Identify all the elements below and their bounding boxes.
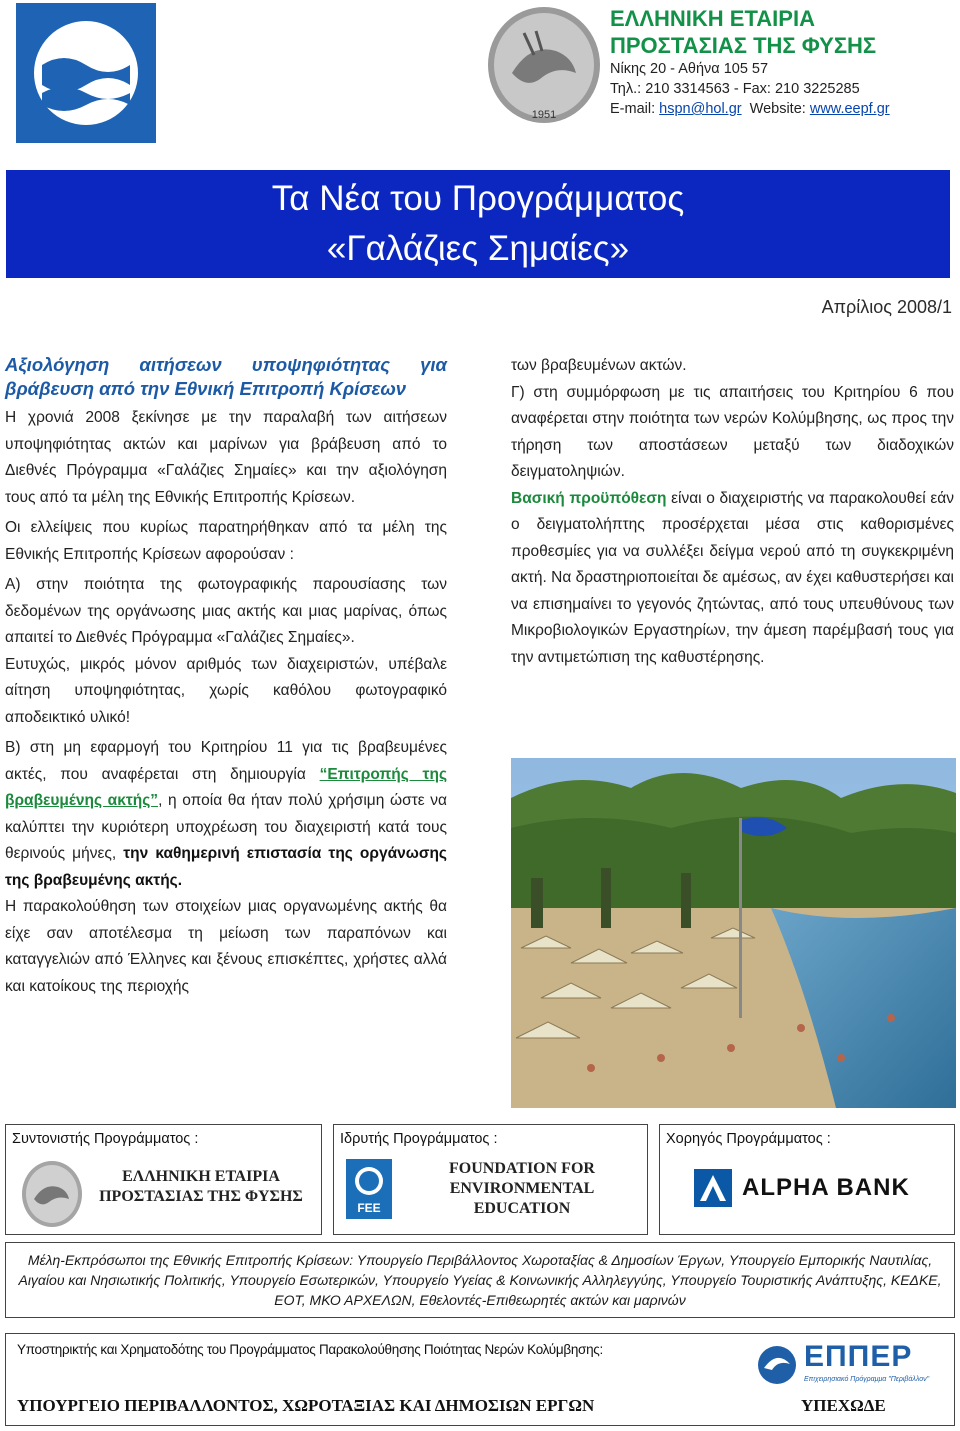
paragraph-continued: των βραβευμένων ακτών. bbox=[511, 357, 687, 374]
left-column bbox=[5, 353, 447, 1000]
point-b-text-cont: , η οποία θα ήταν πολύ χρήσιμη ώστε να καλύπτει την κυριότερη υποχρέωση του διαχειριστή κατά τους θερινούς μήνες, bbox=[5, 792, 448, 862]
fee-logo-icon bbox=[346, 1159, 392, 1219]
prerequisite-text: είναι ο διαχειριστής να παρακολουθεί εάν ο δειγματολήπτης προσέρχεται μέσα στις καθορισμένες προθεσμίες για να συλλέξει δείγμα νερού από τη συγκεκριμένη ακτή. Να δραστηριοποιείται δε αμέσως, αν έχει καθυστερήσει και να επισημαίνει το γεγονός ζητώντας, από τους υπευθύνους των Μικροβιολογικών Εργαστηρίων, την άμεση παρέμβασή τους για την αντιμετώπιση της καθυστέρησης. bbox=[511, 489, 954, 666]
issue-date: Απρίλιος 2008/1 bbox=[821, 297, 952, 317]
ministry-name: ΥΠΟΥΡΓΕΙΟ ΠΕΡΙΒΑΛΛΟΝΤΟΣ, ΧΩΡΟΤΑΞΙΑΣ ΚΑΙ ΔΗΜΟΣΙΩΝ ΕΡΓΩΝ bbox=[17, 1396, 595, 1415]
coordinator-name: ΕΛΛΗΝΙΚΗ ΕΤΑΙΡΙΑ ΠΡΟΣΤΑΣΙΑΣ ΤΗΣ ΦΥΣΗΣ bbox=[99, 1168, 303, 1205]
org-phone: Τηλ.: 210 3314563 - Fax: 210 3225285 bbox=[610, 81, 860, 97]
org-contact-line bbox=[610, 99, 955, 119]
paragraph-point-b bbox=[5, 735, 447, 894]
sponsor-label: Χορηγός Προγράμματος : bbox=[666, 1131, 831, 1147]
paragraph-fortunately: Ευτυχώς, μικρός μόνον αριθμός των διαχειριστών, υπέβαλε αίτηση υποψηφιότητας, χωρίς καθόλου φωτογραφικό αποδεικτικό υλικό! bbox=[5, 655, 447, 726]
paragraph-intro: Η χρονιά 2008 ξεκίνησε με την παραλαβή των αιτήσεων υποψηφιότητας ακτών και μαρίνων για βράβευση από το Διεθνές Πρόγραμμα «Γαλάζιες Σημαίες» και την αξιολόγηση τους από τα μέλη της Εθνικής Επιτροπής Κρίσεων. bbox=[5, 409, 447, 506]
paragraph-monitoring: Η παρακολούθηση των στοιχείων μιας οργανωμένης ακτής θα είχε σαν αποτέλεσμα τη μείωση των παραπόνων και καταγγελιών από Έλληνες και ξένους επισκέπτες, χρήστες αλλά και κατοίκους της περιοχής bbox=[5, 898, 447, 995]
seal-year: 1951 bbox=[531, 109, 557, 121]
society-seal-small-icon bbox=[20, 1159, 84, 1229]
sponsor-box bbox=[659, 1124, 955, 1235]
founder-name: FOUNDATION FOR ENVIRONMENTAL EDUCATION bbox=[449, 1160, 595, 1217]
paragraph-prerequisite bbox=[511, 486, 954, 672]
banner-title-line2: «Γαλάζιες Σημαίες» bbox=[326, 229, 630, 268]
right-column bbox=[511, 353, 954, 671]
prerequisite-highlight: Βασική προϋπόθεση bbox=[511, 489, 667, 507]
blue-flag-wave-icon bbox=[16, 3, 156, 143]
email-link[interactable]: hspn@hol.gr bbox=[659, 101, 742, 117]
founder-label: Ιδρυτής Προγράμματος : bbox=[340, 1131, 498, 1147]
beach-photo bbox=[511, 758, 956, 1108]
blue-flag-logo bbox=[16, 3, 156, 143]
website-label: Website: bbox=[749, 101, 806, 117]
fee-logo-text: FEE bbox=[357, 1201, 381, 1215]
eppep-logo bbox=[756, 1340, 946, 1390]
alpha-bank-logo-icon bbox=[694, 1169, 732, 1207]
funder-label: Υποστηρικτής και Χρηματοδότης του Προγράμματος Παρακολούθησης Ποιότητας Νερών Κολύμβησης: bbox=[17, 1342, 603, 1357]
org-title-line1: ΕΛΛΗΝΙΚΗ ΕΤΑΙΡΙΑ bbox=[610, 6, 815, 31]
eppep-logo-text: ΕΠΠΕΡ bbox=[804, 1340, 913, 1373]
newsletter-banner bbox=[6, 170, 950, 278]
org-address: Νίκης 20 - Αθήνα 105 57 bbox=[610, 61, 769, 77]
paragraph-deficiencies: Οι ελλείψεις που κυρίως παρατηρήθηκαν από τα μέλη της Εθνικής Επιτροπής Κρίσεων αφορούσαν : bbox=[5, 519, 447, 563]
section-heading: Αξιολόγηση αιτήσεων υποψηφιότητας για βράβευση από την Εθνική Επιτροπή Κρίσεων bbox=[5, 354, 447, 399]
committee-members-box bbox=[5, 1242, 955, 1318]
beach-committee-highlight: “Επιτροπής της βραβευμένης ακτής” bbox=[5, 765, 448, 809]
banner-title-line1: Τα Νέα του Προγράμματος bbox=[271, 179, 685, 218]
daily-supervision-bold: την καθημερινή επιστασία της οργάνωσης της βραβευμένης ακτής. bbox=[5, 845, 447, 889]
point-b-text: Β) στη μη εφαρμογή του Κριτηρίου 11 για τις βραβευμένες ακτές, που αναφέρεται στη δημιουργία bbox=[5, 739, 447, 783]
founder-box bbox=[333, 1124, 648, 1235]
committee-members-text: Μέλη-Εκπρόσωποι της Εθνικής Επιτροπής Κρίσεων: Υπουργείο Περιβάλλοντος Χωροταξίας & Δημοσίων Έργων, Υπουργείο Εμπορικής Ναυτιλίας, Αιγαίου και Νησιωτικής Πολιτικής, Υπουργείο Εσωτερικών, Υπουργείο Υγείας & Κοινωνικής Αλληλεγγύης, Υπουργείο Τουριστικής Ανάπτυξης, ΚΕΔΚΕ, ΕΟΤ, ΜΚΟ ΑΡΧΕΛΩΝ, Εθελοντές-Επιθεωρητές ακτών και μαρινών bbox=[18, 1252, 942, 1308]
org-title-line2: ΠΡΟΣΤΑΣΙΑΣ ΤΗΣ ΦΥΣΗΣ bbox=[610, 33, 877, 58]
eppep-swirl-icon bbox=[756, 1344, 798, 1386]
organization-info bbox=[610, 5, 955, 119]
website-link[interactable]: www.eepf.gr bbox=[809, 101, 890, 117]
funder-box bbox=[5, 1333, 955, 1426]
paragraph-point-c: Γ) στη συμμόρφωση με τις απαιτήσεις του Κριτηρίου 6 που αναφέρεται στην ποιότητα των νερών Κολύμβησης, ως προς την τήρηση των αποστάσεων μεταξύ των διαδοχικών δειγματοληψιών. bbox=[511, 383, 954, 480]
ministry-abbr: ΥΠΕΧΩΔΕ bbox=[801, 1396, 886, 1415]
email-label: E-mail: bbox=[610, 101, 656, 117]
society-seal-logo bbox=[484, 3, 604, 130]
eppep-logo-subtitle: Επιχειρησιακό Πρόγραμμα "Περιβάλλον" bbox=[804, 1376, 930, 1383]
sponsor-name: ALPHA BANK bbox=[742, 1174, 910, 1201]
coordinator-box bbox=[5, 1124, 322, 1235]
paragraph-point-a: Α) στην ποιότητα της φωτογραφικής παρουσίασης των δεδομένων της οργάνωσης μιας ακτής και μιας μαρίνας, όπως απαιτεί το Διεθνές Πρόγραμμα «Γαλάζιες Σημαίες». bbox=[5, 576, 447, 646]
coordinator-label: Συντονιστής Προγράμματος : bbox=[12, 1131, 199, 1147]
